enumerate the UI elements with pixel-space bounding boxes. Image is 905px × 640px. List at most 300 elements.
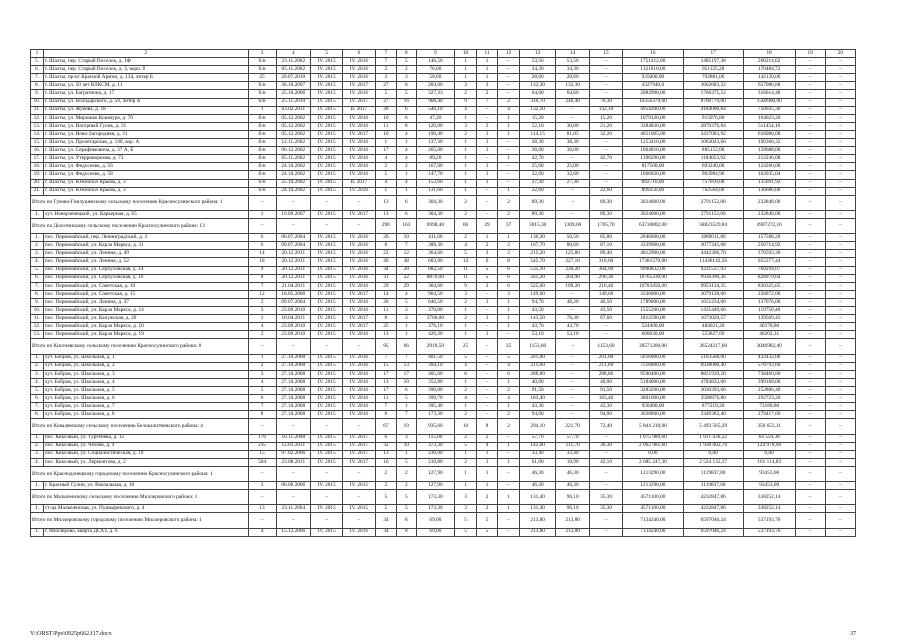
subtotal-row	[31, 339, 856, 354]
table-cell: –	[825, 323, 855, 331]
table-cell: 2.	[31, 442, 44, 450]
table-cell: 09.07.2004	[276, 298, 310, 306]
table-cell: IV. 2016	[343, 528, 375, 536]
table-cell: 213,80	[519, 513, 556, 528]
table-cell: г. Шахты, ул. Мирошко Кошмура, д. 70	[43, 114, 248, 122]
table-cell: IV. 2015	[311, 155, 343, 163]
table-cell: 12	[397, 250, 416, 258]
table-cell: 2046600,00	[623, 234, 683, 242]
table-cell: Итого по Малыченскому сельскому поселению Миллеровского района: 1	[31, 490, 249, 505]
table-cell: 11	[455, 266, 477, 274]
table-cell: –	[825, 378, 855, 386]
table-cell: 19	[397, 419, 416, 434]
table-cell: 9936390,36	[683, 274, 743, 282]
table-cell: 2	[476, 505, 498, 513]
table-cell: хут. Бобров, ул. Школьная, д. 3	[43, 370, 248, 378]
table-cell: 1812590,00	[623, 315, 683, 323]
table-cell: 5	[397, 505, 416, 513]
table-cell: 131,40	[519, 490, 556, 505]
table-cell: 1	[455, 58, 477, 66]
table-cell: 1	[476, 331, 498, 339]
table-cell: 81,85	[556, 130, 589, 138]
table-cell: 34	[375, 528, 397, 536]
table-cell: 1	[455, 378, 477, 386]
table-cell: –	[498, 147, 520, 155]
table-cell: 316,70	[519, 98, 556, 106]
table-cell: 401,50	[416, 354, 455, 362]
table-cell: 10.11.2008	[276, 434, 310, 442]
table-cell: 190366,32	[743, 139, 795, 147]
table-cell: IV. 2016	[343, 74, 375, 82]
table-cell: –	[795, 290, 825, 298]
table-cell: 8	[375, 411, 397, 419]
table-cell: 27.10.2008	[276, 403, 310, 411]
table-cell: 600030,00	[623, 331, 683, 339]
table-cell: 4	[248, 323, 276, 331]
table-cell: 35,30	[589, 505, 622, 513]
table-cell: 1	[455, 114, 477, 122]
table-cell: IV. 2015	[311, 179, 343, 187]
table-cell: 304,90	[589, 266, 622, 274]
table-row	[31, 242, 856, 250]
table-cell: 27	[375, 98, 397, 106]
table-cell: –	[825, 179, 855, 187]
table-cell: 40,00	[589, 378, 622, 386]
table-cell: –	[825, 66, 855, 74]
table-cell: 256714,92	[743, 242, 795, 250]
table-cell: 11	[375, 122, 397, 130]
table-cell: 5	[455, 513, 477, 528]
table-cell: 36,00	[556, 147, 589, 155]
table-row	[31, 370, 856, 378]
table-row	[31, 323, 856, 331]
table-cell: 43,50	[589, 307, 622, 315]
table-cell: –	[343, 466, 375, 481]
table-cell: 1	[455, 331, 477, 339]
table-cell: 9	[455, 282, 477, 290]
table-cell: 9221537,93	[683, 266, 743, 274]
table-cell: 143,50	[519, 315, 556, 323]
table-cell: 0,00	[743, 450, 795, 458]
table-cell: 279417,60	[743, 411, 795, 419]
table-cell: –	[556, 187, 589, 195]
table-cell: 38	[397, 258, 416, 266]
table-cell: 4	[476, 442, 498, 450]
table-cell: 7	[248, 403, 276, 411]
table-cell: г. Миллерово, кварта ДСХТ, д. 6	[43, 528, 248, 536]
table-cell: 25	[375, 323, 397, 331]
table-cell: 15.	[31, 139, 44, 147]
table-cell: г. Шахты, ул. Багратиона, д. 17	[43, 90, 248, 98]
table-row	[31, 378, 856, 386]
table-cell: 21.	[31, 187, 44, 195]
table-cell: –	[498, 74, 520, 82]
table-cell: IV. 2017	[343, 450, 375, 458]
table-cell: 24.10.2002	[276, 163, 310, 171]
table-cell: 304,30	[416, 210, 455, 218]
table-cell: IV. 2015	[311, 139, 343, 147]
table-cell: –	[589, 434, 622, 442]
table-cell: 23.11.2004	[276, 505, 310, 513]
table-cell: 6	[397, 82, 416, 90]
table-cell: 950400,00	[623, 403, 683, 411]
table-cell: IV. 2015	[311, 505, 343, 513]
table-cell: –	[795, 130, 825, 138]
table-cell: 22	[375, 250, 397, 258]
table-cell: 73180,80	[743, 403, 795, 411]
table-cell: 646,50	[416, 298, 455, 306]
table-cell: 5	[476, 266, 498, 274]
table-cell: 27.10.2008	[276, 395, 310, 403]
table-cell: пос. Первомайский, ул. Советская, д. 10	[43, 282, 248, 290]
table-cell: 1184053,92	[683, 155, 743, 163]
table-row	[31, 179, 856, 187]
table-cell: 5183568,00	[683, 354, 743, 362]
table-cell: 4.	[31, 378, 44, 386]
table-cell: 163	[397, 218, 416, 233]
table-cell: 67	[375, 419, 397, 434]
table-cell: 15	[589, 50, 622, 58]
table-cell: IV. 2015	[311, 450, 343, 458]
table-cell: 28,60	[519, 74, 556, 82]
table-cell: г. Шахты, пер. Старый Поселок, д. 3, корп. б	[43, 66, 248, 74]
table-cell: 2	[397, 466, 416, 481]
table-cell: –	[248, 513, 276, 528]
table-cell: 40	[375, 258, 397, 266]
table-cell: 915076,80	[683, 114, 743, 122]
table-cell: 5	[397, 58, 416, 66]
table-cell: 32,60	[519, 171, 556, 179]
table-cell: 1	[397, 187, 416, 195]
table-row	[31, 505, 856, 513]
table-cell: 3	[397, 74, 416, 82]
table-cell: 7.	[31, 74, 44, 82]
table-cell: 1.	[31, 434, 44, 442]
table-cell: 4	[248, 528, 276, 536]
table-cell: 370593,30	[743, 250, 795, 258]
table-cell: 201,00	[589, 354, 622, 362]
table-cell: 27.10.2008	[276, 378, 310, 386]
table-cell: 1	[498, 315, 520, 323]
table-cell: –	[589, 482, 622, 490]
table-cell: 33,40	[519, 450, 556, 458]
table-cell: –	[343, 513, 375, 528]
table-cell: 3339960,00	[623, 242, 683, 250]
table-cell: 23.09.2010	[276, 307, 310, 315]
table-cell: –	[498, 528, 520, 536]
table-cell: 2	[248, 331, 276, 339]
table-cell: 42,10	[589, 458, 622, 466]
table-cell: 1	[498, 155, 520, 163]
table-cell: 14	[375, 290, 397, 298]
table-cell: 3	[476, 82, 498, 90]
table-cell: IV. 2015	[311, 122, 343, 130]
table-cell: –	[498, 66, 520, 74]
table-cell: IV. 2016	[343, 403, 375, 411]
table-row	[31, 171, 856, 179]
table-cell: 16	[375, 458, 397, 466]
table-cell: 26	[375, 298, 397, 306]
table-cell: 135691,92	[743, 179, 795, 187]
table-cell: 951125,28	[683, 66, 743, 74]
table-cell: 28,60	[556, 74, 589, 82]
table-cell: –	[476, 210, 498, 218]
table-cell: –	[556, 362, 589, 370]
table-cell: 3	[455, 505, 477, 513]
table-cell: 18.05.2006	[276, 290, 310, 298]
table-cell: 30,00	[556, 122, 589, 130]
table-cell: –	[825, 258, 855, 266]
table-cell: IV. 2017	[343, 82, 375, 90]
table-cell: 1	[498, 130, 520, 138]
table-cell: 4	[375, 155, 397, 163]
table-cell: б/н	[248, 98, 276, 106]
table-cell: 13.	[31, 331, 44, 339]
table-cell: 7.	[31, 403, 44, 411]
table-cell: 817500,00	[623, 163, 683, 171]
table-cell: 1	[397, 323, 416, 331]
table-cell: б/н	[248, 187, 276, 195]
table-cell: 8706779,00	[683, 98, 743, 106]
table-cell: 16.	[31, 147, 44, 155]
table-cell: 12	[248, 290, 276, 298]
table-cell: –	[795, 386, 825, 394]
table-cell: 212236,08	[743, 155, 795, 163]
table-cell: –	[825, 234, 855, 242]
table-cell: 7134240,00	[623, 513, 683, 528]
table-cell: –	[556, 386, 589, 394]
table-cell: –	[589, 528, 622, 536]
table-row	[31, 122, 856, 130]
table-row	[31, 482, 856, 490]
table-cell: 5	[397, 298, 416, 306]
table-cell: 370,00	[416, 307, 455, 315]
table-cell: 5.	[31, 266, 44, 274]
table-cell: 5	[455, 528, 477, 536]
table-cell: 882,50	[416, 266, 455, 274]
table-cell: 2.	[31, 362, 44, 370]
table-cell: 1.	[31, 234, 44, 242]
table-cell: пос. Первомайский, ул. Серпуховская, д. 14	[43, 266, 248, 274]
table-cell: пос. Коксовый, ул. Социалистическая, д. 19	[43, 450, 248, 458]
table-cell: –	[795, 163, 825, 171]
table-cell: 1	[455, 482, 477, 490]
table-cell: –	[276, 195, 310, 210]
table-cell: IV. 2015	[311, 362, 343, 370]
table-cell: 64,60	[556, 90, 589, 98]
table-cell: 66	[455, 218, 477, 233]
table-cell: –	[498, 434, 520, 442]
table-cell: 1	[476, 58, 498, 66]
table-cell: IV. 2015	[311, 323, 343, 331]
table-cell: пос. Коксовый, ул. Лермонтова, д. 2	[43, 458, 248, 466]
table-cell: 6	[375, 434, 397, 442]
table-cell: 3	[455, 490, 477, 505]
table-cell: 12	[498, 50, 520, 58]
table-cell: –	[589, 513, 622, 528]
table-cell: –	[476, 370, 498, 378]
table-cell: 1	[455, 187, 477, 195]
table-cell: 6	[248, 234, 276, 242]
table-cell: 1119837,00	[683, 482, 743, 490]
table-cell: 1	[476, 74, 498, 82]
table-cell: 484021,20	[683, 323, 743, 331]
table-cell: ст-ца Малыченская, ул. Пушкаревского, д. 4	[43, 505, 248, 513]
page-footer	[30, 630, 856, 639]
table-cell: IV. 2016	[343, 370, 375, 378]
table-cell: 5	[455, 442, 477, 450]
table-cell: 1	[455, 139, 477, 147]
table-cell: 89,30	[519, 195, 556, 210]
table-cell: 318,60	[589, 258, 622, 266]
table-cell: –	[825, 106, 855, 114]
table-cell: 4	[397, 179, 416, 187]
table-cell: 4.	[31, 458, 44, 466]
table-cell: 3	[375, 74, 397, 82]
table-cell: 93453,00	[743, 482, 795, 490]
housing-resettlement-table	[30, 49, 856, 537]
table-cell: хут. Бобров, ул. Школьная, д. 7	[43, 403, 248, 411]
table-cell: пос. Первомайский, ул. Карла Маркса, д. 10	[43, 323, 248, 331]
table-cell: –	[498, 450, 520, 458]
table-cell: IV. 2017	[343, 458, 375, 466]
table-cell: 395,40	[416, 403, 455, 411]
table-cell: 137676,00	[743, 298, 795, 306]
table-cell: 10	[397, 378, 416, 386]
table-cell: 2	[455, 434, 477, 442]
table-cell: 17381570,00	[623, 258, 683, 266]
table-cell: 213,80	[556, 513, 589, 528]
table-cell: –	[795, 395, 825, 403]
table-cell: 8	[397, 122, 416, 130]
table-cell: 376,10	[416, 323, 455, 331]
table-cell: IV. 2016	[343, 378, 375, 386]
table-cell: –	[825, 298, 855, 306]
table-cell: 10	[397, 442, 416, 450]
table-cell: 1673020,57	[683, 315, 743, 323]
table-cell: 2	[476, 90, 498, 98]
table-cell: IV. 2015	[311, 210, 343, 218]
table-cell: 288,80	[519, 370, 556, 378]
table-cell: –	[825, 307, 855, 315]
table-cell: 13	[375, 195, 397, 210]
table-cell: 76,60	[416, 66, 455, 74]
table-cell: 2	[455, 195, 477, 210]
table-cell: 2	[397, 482, 416, 490]
table-cell: 511454,16	[743, 122, 795, 130]
table-cell: 6	[397, 386, 416, 394]
table-cell: 147,70	[416, 171, 455, 179]
table-cell: 4	[498, 106, 520, 114]
table-cell: 21.04.2011	[276, 282, 310, 290]
table-cell: 11	[375, 307, 397, 315]
table-cell: 06.12.2002	[276, 147, 310, 155]
table-row	[31, 298, 856, 306]
table-cell: пос. Коксовый, ул. Тургенева, д. 15	[43, 434, 248, 442]
table-cell: 42,70	[589, 155, 622, 163]
table-cell: 432432,00	[743, 354, 795, 362]
table-cell: 201,00	[519, 354, 556, 362]
table-cell: 535,10	[519, 266, 556, 274]
table-cell: 1	[397, 171, 416, 179]
table-cell: 5	[397, 490, 416, 505]
table-cell: 126,00	[416, 122, 455, 130]
table-cell: 27	[375, 82, 397, 90]
table-cell: 53,56	[556, 58, 589, 66]
table-cell: 4954200,00	[623, 106, 683, 114]
table-cell: 17	[397, 370, 416, 378]
table-cell: 3	[248, 307, 276, 315]
table-cell: –	[795, 370, 825, 378]
table-cell: 769294,07	[743, 266, 795, 274]
table-cell: 3	[397, 307, 416, 315]
table-cell: –	[825, 450, 855, 458]
table-cell: –	[825, 411, 855, 419]
table-cell: б/н	[248, 130, 276, 138]
table-cell: 1063043,66	[683, 139, 743, 147]
table-cell: 23.09.2010	[276, 323, 310, 331]
table-cell: 616080,08	[743, 130, 795, 138]
table-cell: 264,90	[556, 274, 589, 282]
table-cell: 9.	[31, 90, 44, 98]
table-cell: 256872,00	[743, 290, 795, 298]
table-cell: 8	[397, 528, 416, 536]
table-cell: 352,80	[416, 378, 455, 386]
table-cell: г. Красный Сулин, ул. Вокзальная, д. 18	[43, 482, 248, 490]
table-cell: –	[476, 395, 498, 403]
table-cell: –	[795, 98, 825, 106]
table-cell: IV. 2017	[343, 434, 375, 442]
table-cell: 183,40	[589, 395, 622, 403]
table-cell: –	[589, 58, 622, 66]
table-cell: –	[825, 403, 855, 411]
table-cell: IV. 2016	[343, 354, 375, 362]
table-cell: 3024000,00	[623, 195, 683, 210]
table-cell: 3077245,08	[683, 242, 743, 250]
table-cell: 6.	[31, 274, 44, 282]
subtotal-row	[31, 466, 856, 481]
table-row	[31, 82, 856, 90]
table-cell: 124260,00	[743, 163, 795, 171]
table-cell: Итого по Киселевскому сельскому поселению Красносулинского района: 8	[31, 339, 249, 354]
table-cell: IV. 2017	[343, 130, 375, 138]
table-cell: –	[825, 419, 855, 434]
table-cell: –	[589, 323, 622, 331]
table-cell: 2	[375, 66, 397, 74]
table-cell: 227,10	[556, 258, 589, 266]
table-cell: 2	[498, 411, 520, 419]
table-cell: б/н	[248, 179, 276, 187]
table-cell: –	[476, 307, 498, 315]
table-cell: 8.	[31, 82, 44, 90]
table-cell: г. Шахты, ул. Федосеева, д. 56	[43, 163, 248, 171]
table-cell: 399168,00	[743, 378, 795, 386]
table-cell: 124 978,90	[743, 442, 795, 450]
table-cell: –	[589, 331, 622, 339]
table-cell: 03.02.2011	[276, 106, 310, 114]
table-row	[31, 163, 856, 171]
table-cell: 292723,20	[743, 395, 795, 403]
table-cell: –	[276, 466, 310, 481]
table-cell: Итого по Краснодонецкому городскому поселению Красносулинского района: 1	[31, 466, 249, 481]
table-cell: 935000,00	[623, 74, 683, 82]
table-cell: 1309,60	[556, 218, 589, 233]
table-cell: 26	[375, 106, 397, 114]
table-cell: 34,30	[556, 66, 589, 74]
table-cell: 25	[498, 339, 520, 354]
table-cell: 750035,36	[743, 106, 795, 114]
table-cell: 327,33	[416, 90, 455, 98]
